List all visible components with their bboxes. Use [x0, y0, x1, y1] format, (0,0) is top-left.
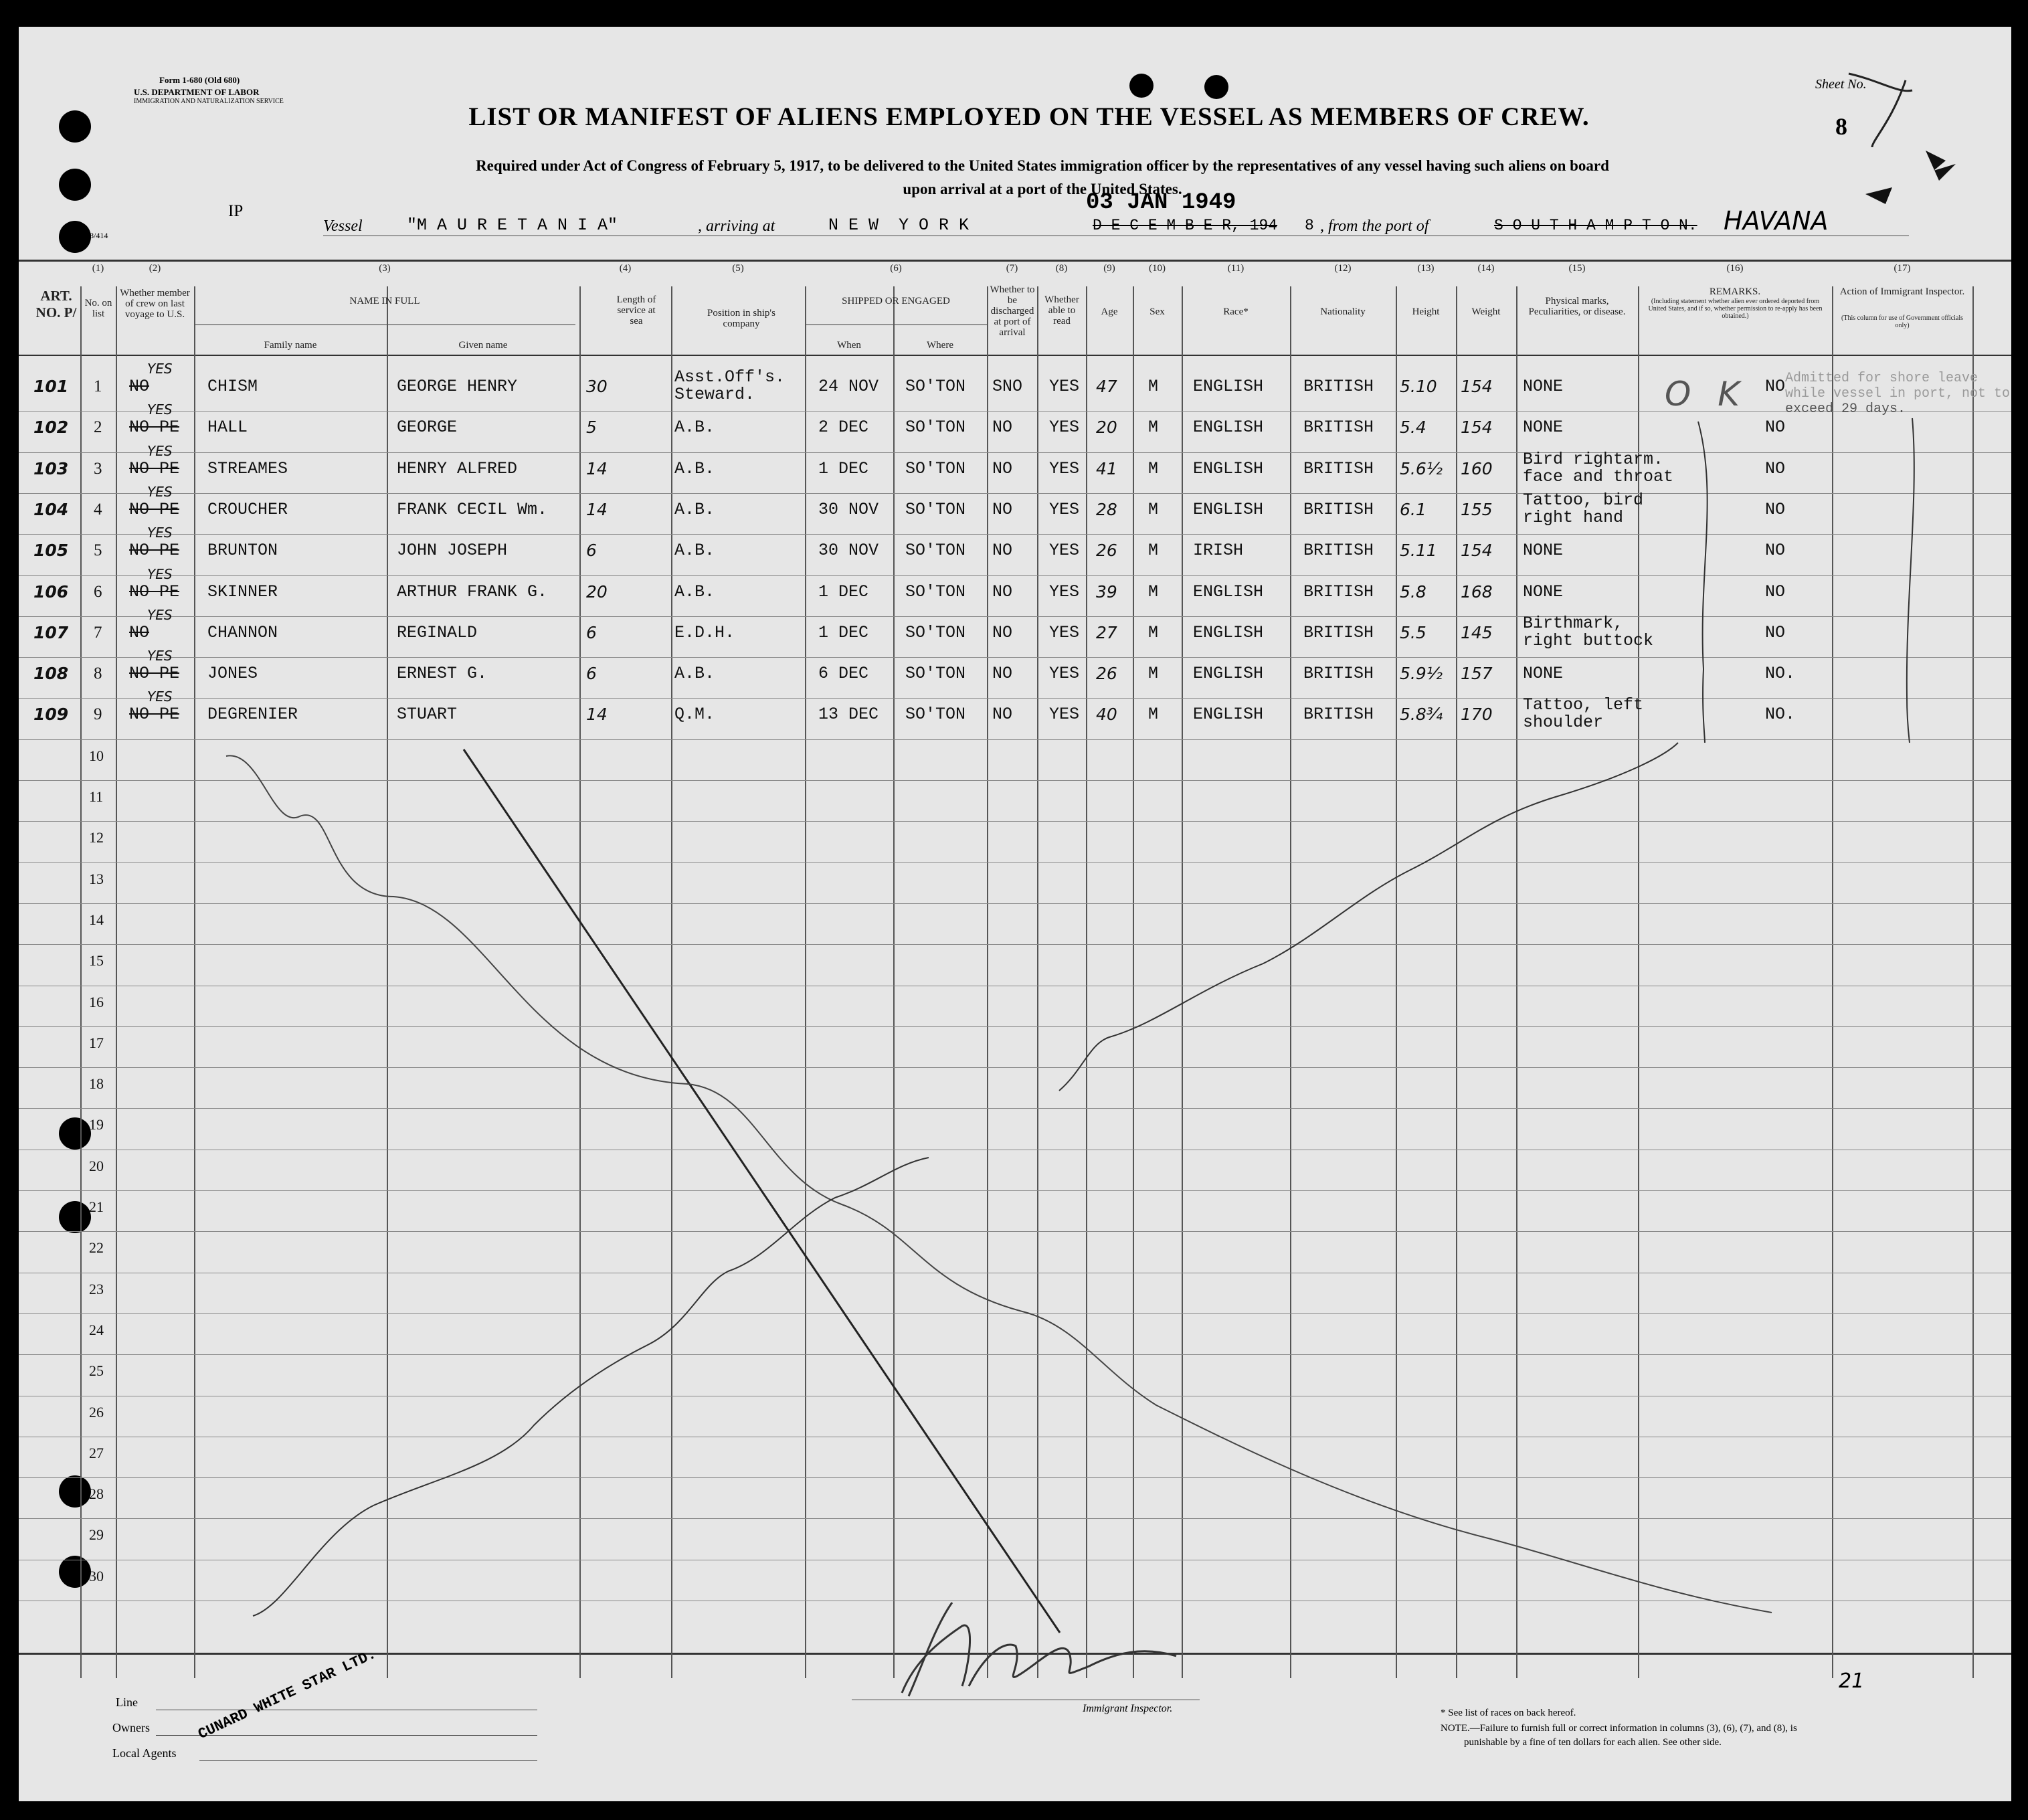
given-name: HENRY ALFRED — [397, 458, 518, 478]
able-to-read: YES — [1049, 541, 1080, 561]
age: 47 — [1096, 377, 1117, 396]
age: 26 — [1096, 664, 1117, 684]
shipped-when: 24 NOV — [818, 377, 879, 396]
family-name: JONES — [207, 664, 258, 684]
nationality: BRITISH — [1303, 664, 1374, 684]
line-number: 15 — [89, 952, 104, 970]
able-to-read: YES — [1049, 705, 1080, 725]
previous-voyage-struck: NO PE — [129, 541, 180, 561]
physical-marks: Bird rightarm. — [1523, 449, 1664, 469]
service-length: 20 — [586, 581, 608, 602]
shipped-where: SO'TON — [905, 377, 966, 396]
previous-voyage-handwritten: YES — [147, 648, 173, 664]
service-length: 14 — [586, 705, 608, 725]
sex: M — [1148, 622, 1159, 642]
previous-voyage-handwritten: YES — [147, 483, 173, 500]
given-name: ARTHUR FRANK G. — [397, 581, 548, 602]
inspector-action: NO — [1765, 622, 1786, 642]
family-name: CROUCHER — [207, 499, 288, 519]
age: 26 — [1096, 541, 1117, 561]
col13-number: (13) — [1417, 263, 1435, 274]
remarks-stamp-line-1: Admitted for shore leave — [1785, 371, 1978, 386]
able-to-read: YES — [1049, 377, 1080, 396]
art-number: 106 — [33, 581, 69, 602]
physical-marks-line-2: right hand — [1523, 507, 1624, 527]
list-number: 9 — [94, 705, 102, 724]
inspector-action: NO — [1765, 541, 1786, 561]
col1-header: No. on list — [84, 298, 112, 319]
col10-number: (10) — [1149, 263, 1166, 274]
service-length: 5 — [586, 418, 597, 438]
art-number: 105 — [33, 541, 69, 561]
nationality: BRITISH — [1303, 581, 1374, 602]
line-number: 17 — [89, 1034, 104, 1051]
inspector-action: NO — [1765, 499, 1786, 519]
arriving-port: N E W Y O R K — [828, 215, 970, 235]
previous-voyage-handwritten: YES — [147, 401, 173, 418]
sex: M — [1148, 418, 1159, 438]
list-number: 1 — [94, 377, 102, 395]
col14-number: (14) — [1477, 263, 1495, 274]
previous-voyage-struck: NO — [129, 622, 150, 642]
previous-voyage-struck: NO — [129, 377, 150, 396]
height: 5.6½ — [1400, 458, 1443, 478]
shipped-when: 1 DEC — [818, 581, 869, 602]
subtitle-line-1: Required under Act of Congress of February 5, 1917, to be delivered to the United States immigration officer by the representatives of any vessel having such aliens on board — [476, 157, 1609, 174]
position: A.B. — [674, 581, 715, 602]
port-handwritten: HAVANA — [1724, 206, 1829, 236]
inspector-action: NO. — [1765, 705, 1796, 725]
col6b-header: Where — [927, 340, 953, 351]
family-name: DEGRENIER — [207, 705, 298, 725]
owners-label: Owners — [112, 1721, 150, 1734]
nationality: BRITISH — [1303, 499, 1374, 519]
col10-header: Sex — [1149, 306, 1165, 317]
sex: M — [1148, 458, 1159, 478]
height: 5.8¾ — [1400, 705, 1443, 725]
height: 6.1 — [1400, 499, 1426, 519]
col17-note: (This column for use of Government officials only) — [1841, 314, 1963, 329]
col9-number: (9) — [1103, 263, 1115, 274]
previous-voyage-struck: NO PE — [129, 705, 180, 725]
col14-header: Weight — [1471, 306, 1501, 317]
line-number: 14 — [89, 911, 104, 928]
weight: 168 — [1461, 581, 1493, 602]
sex: M — [1148, 705, 1159, 725]
col17-number: (17) — [1894, 263, 1911, 274]
line-number: 20 — [89, 1157, 104, 1174]
department: U.S. DEPARTMENT OF LABOR — [134, 87, 260, 97]
able-to-read: YES — [1049, 622, 1080, 642]
col2-number: (2) — [149, 263, 161, 274]
art-number: 101 — [33, 377, 69, 396]
shipped-when: 13 DEC — [818, 705, 879, 725]
height: 5.9½ — [1400, 664, 1443, 684]
line-label: Line — [116, 1696, 138, 1709]
inspector-action: NO — [1765, 418, 1786, 438]
inspector-action: NO — [1765, 581, 1786, 602]
shipped-when: 2 DEC — [818, 418, 869, 438]
discharged: NO — [992, 499, 1013, 519]
position: A.B. — [674, 499, 715, 519]
family-name: SKINNER — [207, 581, 278, 602]
race: ENGLISH — [1193, 664, 1264, 684]
col17-header: Action of Immigrant Inspector. — [1839, 286, 1965, 297]
race: IRISH — [1193, 541, 1244, 561]
given-name: JOHN JOSEPH — [397, 541, 508, 561]
given-name: STUART — [397, 705, 458, 725]
col1-number: (1) — [92, 263, 104, 274]
art-number: 108 — [33, 664, 69, 684]
position: A.B. — [674, 541, 715, 561]
previous-voyage-handwritten: YES — [147, 525, 173, 541]
age: 40 — [1096, 705, 1117, 725]
physical-marks: NONE — [1523, 664, 1564, 684]
list-number: 7 — [94, 623, 102, 642]
sheet-number: 8 — [1835, 113, 1847, 140]
position: E.D.H. — [674, 622, 735, 642]
art-no-header: ART. NO. P/ — [35, 288, 77, 321]
sex: M — [1148, 581, 1159, 602]
previous-voyage-struck: NO PE — [129, 499, 180, 519]
cancel-pencil-strokes — [19, 27, 2011, 1801]
col7-number: (7) — [1006, 263, 1018, 274]
nationality: BRITISH — [1303, 418, 1374, 438]
col9-header: Age — [1101, 306, 1118, 317]
position: Q.M. — [674, 705, 715, 725]
discharged: NO — [992, 418, 1013, 438]
col15-number: (15) — [1568, 263, 1586, 274]
art-number: 107 — [33, 622, 69, 642]
service-length: 6 — [586, 541, 597, 561]
col3-header: NAME IN FULL — [349, 296, 420, 306]
inspector-action: NO — [1765, 458, 1786, 478]
physical-marks: Birthmark, — [1523, 613, 1624, 633]
family-name: CHISM — [207, 377, 258, 396]
line-number: 26 — [89, 1403, 104, 1421]
discharged: NO — [992, 581, 1013, 602]
physical-marks: Tattoo, bird — [1523, 490, 1644, 510]
physical-marks-line-2: face and throat — [1523, 466, 1674, 486]
age: 39 — [1096, 581, 1117, 602]
date-stamp: 03 JAN 1949 — [1086, 190, 1236, 215]
col4-number: (4) — [619, 263, 632, 274]
col5-header: Position in ship's company — [707, 308, 775, 329]
physical-marks: NONE — [1523, 541, 1564, 561]
inspector-action: NO — [1765, 377, 1786, 396]
weight: 154 — [1461, 541, 1493, 561]
age: 28 — [1096, 499, 1117, 519]
previous-voyage-handwritten: YES — [147, 361, 173, 377]
shipped-where: SO'TON — [905, 622, 966, 642]
line-number: 24 — [89, 1321, 104, 1338]
list-number: 5 — [94, 541, 102, 560]
previous-voyage-handwritten: YES — [147, 565, 173, 582]
col2-header: Whether member of crew on last voyage to U.S. — [120, 288, 190, 320]
col13-header: Height — [1412, 306, 1440, 317]
shipped-where: SO'TON — [905, 541, 966, 561]
list-number: 2 — [94, 418, 102, 437]
line-number: 29 — [89, 1526, 104, 1544]
previous-voyage-struck: NO PE — [129, 664, 180, 684]
list-number: 6 — [94, 582, 102, 601]
nationality: BRITISH — [1303, 705, 1374, 725]
art-number: 102 — [33, 418, 69, 438]
weight: 160 — [1461, 458, 1493, 478]
able-to-read: YES — [1049, 664, 1080, 684]
line-number: 12 — [89, 829, 104, 846]
col7-header: Whether to be discharged at port of arrival — [990, 284, 1035, 338]
family-name: HALL — [207, 418, 248, 438]
page-number-handwritten: 21 — [1839, 1669, 1865, 1693]
age: 20 — [1096, 418, 1117, 438]
line-number: 30 — [89, 1567, 104, 1584]
shipped-when: 1 DEC — [818, 622, 869, 642]
physical-marks-line-2: shoulder — [1523, 713, 1604, 733]
given-name: GEORGE HENRY — [397, 377, 518, 396]
line-number: 25 — [89, 1362, 104, 1380]
age: 41 — [1096, 458, 1117, 478]
height: 5.10 — [1400, 377, 1437, 396]
manifest-sheet — [19, 27, 2011, 1801]
able-to-read: YES — [1049, 458, 1080, 478]
sex: M — [1148, 499, 1159, 519]
list-number: 3 — [94, 459, 102, 478]
age: 27 — [1096, 622, 1117, 642]
nationality: BRITISH — [1303, 458, 1374, 478]
vessel-label: Vessel — [323, 217, 363, 235]
service-length: 6 — [586, 664, 597, 684]
ip-code: IP — [228, 202, 244, 220]
line-number: 28 — [89, 1485, 104, 1503]
position-line-2: Steward. — [674, 385, 755, 404]
col3b-header: Given name — [458, 340, 508, 351]
previous-voyage-struck: NO PE — [129, 418, 180, 438]
inspector-action: NO. — [1765, 664, 1796, 684]
remarks-stamp-line-3: exceed 29 days. — [1785, 401, 1906, 417]
race: ENGLISH — [1193, 458, 1264, 478]
shipped-when: 30 NOV — [818, 499, 879, 519]
col8-header: Whether able to read — [1044, 294, 1079, 327]
shipped-when: 1 DEC — [818, 458, 869, 478]
vessel-name: "M A U R E T A N I A" — [407, 215, 618, 235]
nationality: BRITISH — [1303, 541, 1374, 561]
col6-number: (6) — [890, 263, 902, 274]
family-name: CHANNON — [207, 622, 278, 642]
remarks-stamp-line-2: while vessel in port, not to — [1785, 386, 2011, 401]
line-number: 23 — [89, 1280, 104, 1297]
service-length: 14 — [586, 499, 608, 519]
height: 5.11 — [1400, 541, 1437, 561]
shipped-where: SO'TON — [905, 705, 966, 725]
discharged: NO — [992, 705, 1013, 725]
physical-marks: Tattoo, left — [1523, 695, 1644, 715]
position: A.B. — [674, 458, 715, 478]
shipped-where: SO'TON — [905, 664, 966, 684]
col4-header: Length of service at sea — [616, 294, 656, 327]
col5-number: (5) — [732, 263, 744, 274]
col16-note: (Including statement whether alien ever ordered deported from United States, and if so, whether permission to re-apply has been obtained.) — [1648, 298, 1823, 320]
agents-rule — [199, 1760, 537, 1761]
race: ENGLISH — [1193, 499, 1264, 519]
race: ENGLISH — [1193, 418, 1264, 438]
art-number: 109 — [33, 705, 69, 725]
physical-marks: NONE — [1523, 418, 1564, 438]
col11-number: (11) — [1227, 263, 1245, 274]
line-number: 22 — [89, 1239, 104, 1257]
col15-header: Physical marks, Peculiarities, or disease. — [1528, 296, 1626, 317]
file-code: 68/414 — [86, 231, 108, 240]
line-number: 27 — [89, 1444, 104, 1461]
weight: 170 — [1461, 705, 1493, 725]
shipped-where: SO'TON — [905, 581, 966, 602]
arriving-label: , arriving at — [698, 217, 775, 235]
footnote-races: * See list of races on back hereof. — [1441, 1708, 1576, 1718]
physical-marks-line-2: right buttock — [1523, 630, 1654, 650]
height: 5.8 — [1400, 581, 1426, 602]
col3-number: (3) — [379, 263, 391, 274]
col11-header: Race* — [1223, 306, 1249, 317]
remarks-ok-handwritten: O K — [1665, 375, 1748, 414]
previous-voyage-handwritten: YES — [147, 689, 173, 705]
discharged: NO — [992, 458, 1013, 478]
weight: 155 — [1461, 499, 1493, 519]
shipped-when: 6 DEC — [818, 664, 869, 684]
service-name: IMMIGRATION AND NATURALIZATION SERVICE — [134, 98, 284, 105]
col16-header: REMARKS. — [1709, 286, 1761, 297]
date-struck: D E C E M B E R, 194 — [1093, 217, 1278, 234]
line-number: 21 — [89, 1198, 104, 1215]
shipped-where: SO'TON — [905, 458, 966, 478]
list-number: 8 — [94, 664, 102, 683]
col8-number: (8) — [1055, 263, 1068, 274]
previous-voyage-struck: NO PE — [129, 458, 180, 478]
from-label: , from the port of — [1320, 217, 1429, 235]
page-title: LIST OR MANIFEST OF ALIENS EMPLOYED ON THE VESSEL AS MEMBERS OF CREW. — [468, 102, 1590, 131]
col3a-header: Family name — [264, 340, 317, 351]
able-to-read: YES — [1049, 581, 1080, 602]
shipped-where: SO'TON — [905, 418, 966, 438]
form-number: Form 1-680 (Old 680) — [159, 75, 240, 85]
subtitle-line-2: upon arrival at a port of the United States. — [903, 181, 1182, 197]
family-name: BRUNTON — [207, 541, 278, 561]
height: 5.5 — [1400, 622, 1426, 642]
shipped-where: SO'TON — [905, 499, 966, 519]
discharged: NO — [992, 622, 1013, 642]
sex: M — [1148, 377, 1159, 396]
sex: M — [1148, 664, 1159, 684]
position: Asst.Off's. — [674, 367, 786, 387]
height: 5.4 — [1400, 418, 1426, 438]
given-name: FRANK CECIL Wm. — [397, 499, 548, 519]
sheet-label: Sheet No. — [1815, 77, 1867, 92]
art-number: 104 — [33, 499, 69, 519]
date-end: 8 — [1305, 217, 1314, 234]
race: ENGLISH — [1193, 705, 1264, 725]
nationality: BRITISH — [1303, 377, 1374, 396]
line-number: 16 — [89, 993, 104, 1010]
line-number: 19 — [89, 1116, 104, 1133]
weight: 157 — [1461, 664, 1493, 684]
position: A.B. — [674, 664, 715, 684]
line-number: 10 — [89, 747, 104, 764]
race: ENGLISH — [1193, 581, 1264, 602]
race: ENGLISH — [1193, 377, 1264, 396]
able-to-read: YES — [1049, 418, 1080, 438]
col12-number: (12) — [1334, 263, 1352, 274]
inspector-label: Immigrant Inspector. — [1083, 1703, 1173, 1714]
agents-stamp: CUNARD WHITE STAR LTD. — [195, 1645, 379, 1743]
col6a-header: When — [837, 340, 861, 351]
service-length: 6 — [586, 622, 597, 642]
sex: M — [1148, 541, 1159, 561]
weight: 154 — [1461, 418, 1493, 438]
inspector-signature — [862, 1599, 1210, 1706]
given-name: GEORGE — [397, 418, 458, 438]
service-length: 30 — [586, 377, 608, 396]
previous-voyage-handwritten: YES — [147, 442, 173, 459]
previous-voyage-handwritten: YES — [147, 606, 173, 623]
position: A.B. — [674, 418, 715, 438]
art-number: 103 — [33, 458, 69, 478]
able-to-read: YES — [1049, 499, 1080, 519]
col6-header: SHIPPED OR ENGAGED — [842, 296, 950, 306]
line-number: 11 — [89, 788, 104, 805]
previous-voyage-struck: NO PE — [129, 581, 180, 602]
weight: 145 — [1461, 622, 1493, 642]
service-length: 14 — [586, 458, 608, 478]
shipped-when: 30 NOV — [818, 541, 879, 561]
port-struck: S O U T H A M P T O N. — [1494, 217, 1697, 234]
col16-number: (16) — [1726, 263, 1744, 274]
discharged: SNO — [992, 377, 1023, 396]
footnote-note: NOTE.—Failure to furnish full or correct information in columns (3), (6), (7), and (8), is — [1441, 1723, 1797, 1734]
footnote-fine: punishable by a fine of ten dollars for each alien. See other side. — [1464, 1737, 1722, 1748]
family-name: STREAMES — [207, 458, 288, 478]
agents-label: Local Agents — [112, 1746, 177, 1760]
physical-marks: NONE — [1523, 581, 1564, 602]
discharged: NO — [992, 541, 1013, 561]
race: ENGLISH — [1193, 622, 1264, 642]
list-number: 4 — [94, 500, 102, 519]
line-number: 13 — [89, 870, 104, 887]
physical-marks: NONE — [1523, 377, 1564, 396]
weight: 154 — [1461, 377, 1493, 396]
col12-header: Nationality — [1320, 306, 1366, 317]
line-number: 18 — [89, 1075, 104, 1093]
nationality: BRITISH — [1303, 622, 1374, 642]
given-name: ERNEST G. — [397, 664, 488, 684]
discharged: NO — [992, 664, 1013, 684]
given-name: REGINALD — [397, 622, 478, 642]
